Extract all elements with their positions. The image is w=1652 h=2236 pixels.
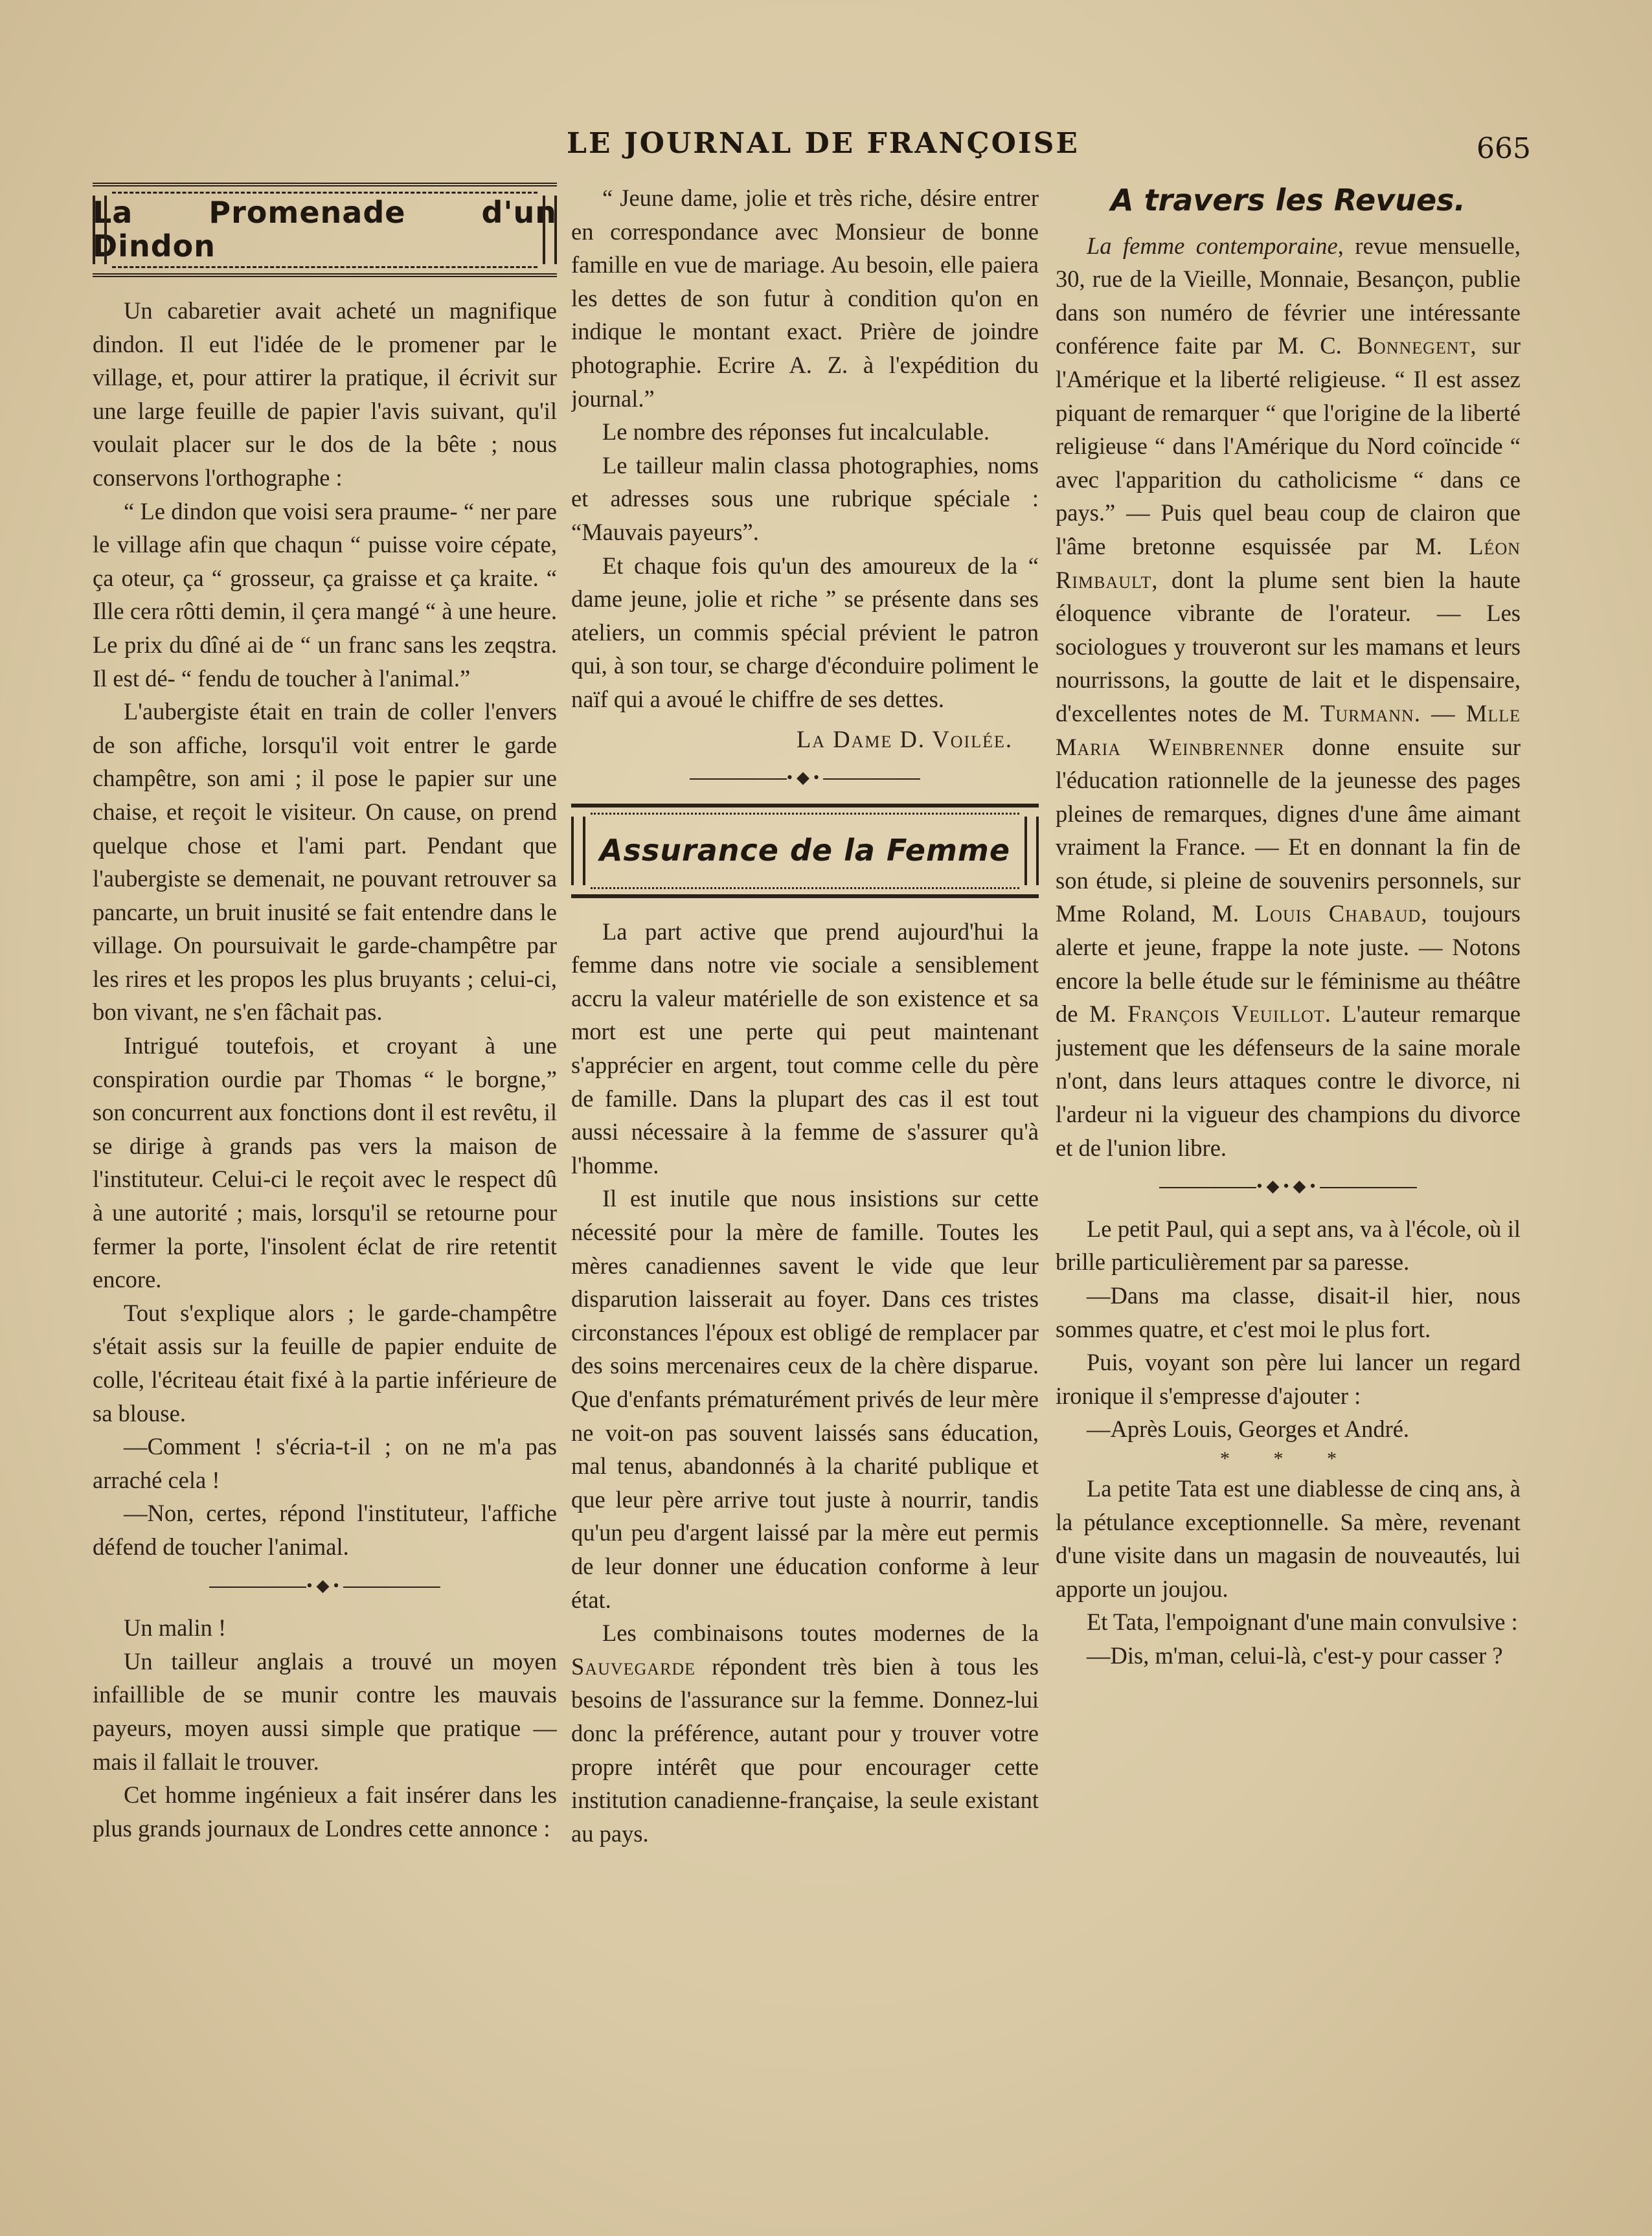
paragraph: Intrigué toutefois, et croyant à une conspiration ourdie par Thomas “ le borgne,” son concurrent aux fonctions dont il est revêtu, il se dirige à grands pas vers la maison de l'instituteur. Celui-ci le reçoit avec le respect dû à une autorité ; mais, lorsqu'il se retourne pour fermer la porte, l'insolent éclat de rire retentit encore. bbox=[93, 1032, 557, 1293]
paragraph: Le petit Paul, qui a sept ans, va à l'école, où il brille particulièrement par sa paresse. bbox=[1056, 1215, 1521, 1276]
person-name: Bonnegent bbox=[1357, 332, 1471, 359]
text-run: . — bbox=[1414, 699, 1466, 727]
paragraph: Le tailleur malin classa photographies, noms et adresses sous une rubrique spéciale : “Mauvais payeurs”. bbox=[571, 451, 1039, 545]
person-name: Turmann bbox=[1320, 699, 1414, 727]
paragraph-dialogue: —Non, certes, répond l'instituteur, l'affiche défend de toucher l'animal. bbox=[93, 1500, 557, 1560]
paragraph: Puis, voyant son père lui lancer un regard ironique il s'empresse d'ajouter : bbox=[1056, 1349, 1521, 1409]
title-frame-promenade bbox=[93, 183, 557, 277]
asterism-divider: * * * bbox=[1220, 1447, 1356, 1469]
paragraph-dialogue: —Comment ! s'écria-t-il ; on ne m'a pas arraché cela ! bbox=[93, 1433, 557, 1493]
paragraph: Cet homme ingénieux a fait insérer dans les plus grands journaux de Londres cette annonce : bbox=[93, 1781, 557, 1842]
article-title-assurance: Assurance de la Femme bbox=[599, 832, 1011, 868]
paragraph: La petite Tata est une diablesse de cinq ans, à la pétulance exceptionnelle. Sa mère, revenant d'une visite dans un magasin de nouveautés, lui apporte un joujou. bbox=[1056, 1474, 1521, 1602]
person-name: Mlle Maria Weinbrenner bbox=[1056, 699, 1521, 760]
paragraph-dialogue: —Dis, m'man, celui-là, c'est-y pour casser ? bbox=[1087, 1642, 1503, 1669]
company-name: Sauvegarde bbox=[571, 1653, 696, 1680]
frame-ornament-rule bbox=[112, 192, 537, 194]
person-name: Louis Chabaud bbox=[1254, 900, 1421, 927]
title-frame-assurance bbox=[571, 804, 1039, 898]
paragraph-dialogue: —Dans ma classe, disait-il hier, nous sommes quatre, et c'est moi le plus fort. bbox=[1056, 1282, 1521, 1342]
paragraph-subtitle-malin: Un malin ! bbox=[124, 1614, 227, 1642]
publication-title: La femme contemporaine bbox=[1087, 232, 1338, 259]
section-heading-revues: A travers les Revues. bbox=[1110, 183, 1466, 218]
text-run: répondent très bien à tous les besoins de l'assurance sur la femme. Donnez-lui donc la préférence, autant pour y trouver votre propre intérêt que pour encourager cette institution canadienne-française, la seule existant au pays. bbox=[571, 1653, 1039, 1847]
page-number: 665 bbox=[1477, 132, 1531, 165]
paragraph-advert-quote: “ Jeune dame, jolie et très riche, désire entrer en correspondance avec Monsieur de bonne famille en vue de mariage. Au besoin, elle paiera les dettes de son futur à condition qu'on en indique le montant exact. Prière de joindre photographie. Ecrire A. Z. à l'expédition du journal.” bbox=[571, 185, 1039, 412]
running-head bbox=[0, 127, 1652, 166]
person-name: Léon Rimbault bbox=[1056, 532, 1521, 593]
text-run: , sur l'Amérique et la liberté religieuse. “ Il est assez piquant de remarquer “ que l'origine de la liberté religieuse “ dans l'Amérique du Nord coïncide “ avec l'apparition du catholicisme “ dans ce pays.” — Puis quel beau coup de clairon que l'âme bretonne esquissée par M. bbox=[1056, 332, 1521, 559]
text-run: . L'auteur remarque justement que les défenseurs de la saine morale n'ont, dans leurs attaques contre le divorce, ni l'ardeur ni la vigueur des champions du divorce et de l'union libre. bbox=[1056, 1000, 1521, 1161]
section-divider: •◆•◆• bbox=[1056, 1169, 1521, 1203]
section-divider: •◆• bbox=[571, 761, 1039, 795]
paragraph: La part active que prend aujourd'hui la femme dans notre vie sociale a sensiblement accru la valeur matérielle de son existence et sa mort est une perte qui peut maintenant s'apprécier en argent, tout comme celle du père de famille. Dans la plupart des cas il est tout aussi nécessaire à la femme de s'assurer qu'à l'homme. bbox=[571, 918, 1039, 1179]
article-title-promenade: La Promenade d'un Dindon bbox=[93, 195, 557, 264]
text-run: donne ensuite sur l'éducation rationnelle de la jeunesse des pages pleines de remarques, dignes d'une âme aimant vraiment la France. — Et en donnant la fin de son étude, si pleine de souvenirs personnels, sur Mme Roland, M. bbox=[1056, 733, 1521, 927]
paragraph: L'aubergiste était en train de coller l'envers de son affiche, lorsqu'il voit entrer le garde champêtre, son ami ; il pose le papier sur une chaise, et reçoit le visiteur. On cause, on prend quelque chose et l'ami part. Pendant que l'aubergiste se demenait, ne pouvant retrouver sa pancarte, un bruit inusité se fait entendre dans le village. On poursuivait le garde-champêtre par les rires et les propos les plus bruyants ; celui-ci, bon vivant, ne s'en fâchait pas. bbox=[93, 698, 557, 1026]
text-run: , dont la plume sent bien la haute éloquence vibrante de l'orateur. — Les sociologues y trouveront sur les mamans et leurs nourrissons, la goutte de lait et le dispensaire, d'excellentes notes de M. bbox=[1056, 566, 1521, 727]
frame-ornament-rule bbox=[591, 813, 1019, 815]
column-right bbox=[1056, 181, 1521, 2124]
paragraph bbox=[571, 1616, 1039, 1850]
section-divider: •◆• bbox=[93, 1569, 557, 1603]
paragraph: Il est inutile que nous insistions sur cette nécessité pour la mère de famille. Toutes les mères canadiennes savent le vide que leur disparution laisserait au foyer. Dans ces tristes circonstances l'époux est obligé de remplacer par des soins mercenaires ceux de la chère disparue. Que d'enfants prématurément privés de leur mère ne voit-on pas souvent laissés sans éducation, mal tenus, abandonnés à la charité publique et que leur père arrive tout juste à nourrir, tandis qu'un peu d'argent laissé par la mère eut permis de leur donner une éducation conforme à leur état. bbox=[571, 1185, 1039, 1613]
text-run: , revue mensuelle, 30, rue de la Vieille, Monnaie, Besançon, publie dans son numéro de février une intéressante conférence faite par M. C. bbox=[1056, 232, 1521, 359]
text-run: Les combinaisons toutes modernes de la bbox=[602, 1620, 1039, 1647]
column-left bbox=[93, 181, 557, 2124]
paragraph: Le nombre des réponses fut incalculable. bbox=[602, 418, 990, 446]
paragraph: Et Tata, l'empoignant d'une main convulsive : bbox=[1087, 1609, 1518, 1636]
paragraph: Un cabaretier avait acheté un magnifique dindon. Il eut l'idée de le promener par le village, et, pour attirer la pratique, il écrivit sur une large feuille de papier l'avis suivant, qu'il voulait placer sur le dos de la bête ; nous conservons l'orthographe : bbox=[93, 297, 557, 491]
paragraph: Tout s'explique alors ; le garde-champêtre s'était assis sur la feuille de papier enduite de colle, l'écriteau était fixé à la partie inférieure de sa blouse. bbox=[93, 1299, 557, 1427]
running-title: LE JOURNAL DE FRANÇOISE bbox=[567, 127, 1080, 160]
paragraph-notice-quote: “ Le dindon que voisi sera praume- “ ner pare le village afin que chaqun “ puisse voire cépate, ça oteur, ça “ grosseur, ça graisse et ça kraite. “ Ille cera rôtti demin, il çera mangé “ à une heure. Le prix du dîné ai de “ un franc sans les zeqstra. Il est dé- “ fendu de toucher à l'animal.” bbox=[93, 497, 557, 692]
paragraph: Et chaque fois qu'un des amoureux de la “ dame jeune, jolie et riche ” se présente dans ses ateliers, un commis spécial prévient le patron qui, à son tour, se charge d'éconduire poliment le naïf qui a avoué le chiffre de ses dettes. bbox=[571, 552, 1039, 712]
frame-ornament-rule bbox=[112, 266, 537, 268]
person-name: François Veuillot bbox=[1127, 1000, 1325, 1028]
frame-ornament-rule bbox=[591, 887, 1019, 889]
paragraph: Un tailleur anglais a trouvé un moyen infaillible de se munir contre les mauvais payeurs, moyen aussi simple que pratique — mais il fallait le trouver. bbox=[93, 1647, 557, 1775]
text-run: , toujours alerte et jeune, frappe la note juste. — Notons encore la belle étude sur le féminisme au théâtre de M. bbox=[1056, 900, 1521, 1028]
paragraph-dialogue: —Après Louis, Georges et André. bbox=[1087, 1416, 1410, 1443]
author-signature: La Dame D. Voilée. bbox=[797, 725, 1013, 752]
column-middle bbox=[571, 181, 1039, 2124]
paragraph-revues bbox=[1056, 229, 1521, 1165]
